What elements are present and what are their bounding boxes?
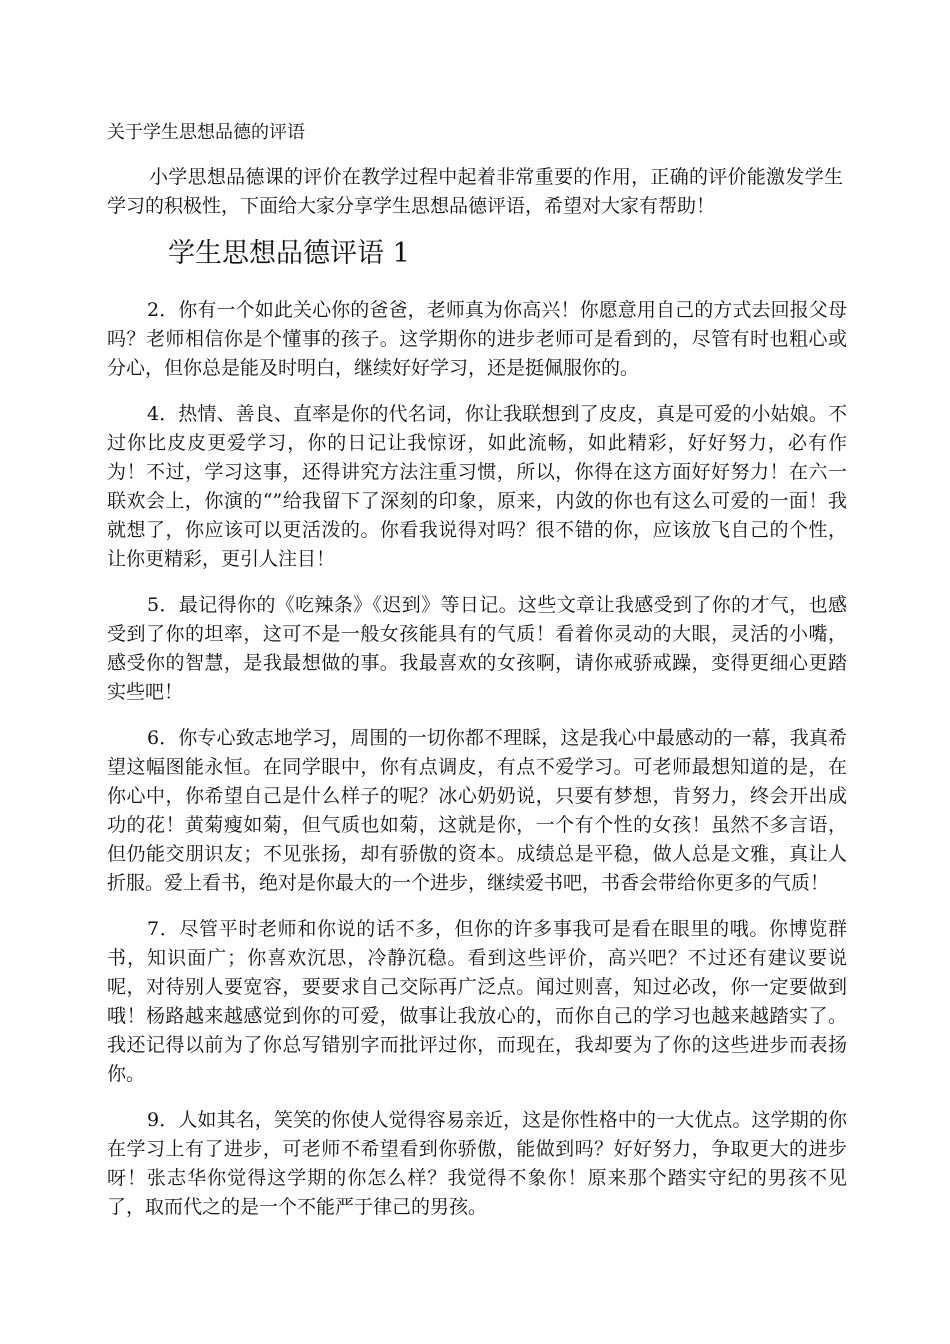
- comment-paragraph-2: 2．你有一个如此关心你的爸爸，老师真为你高兴！你愿意用自己的方式去回报父母吗？老师相信你是个懂事的孩子。这学期你的进步老师可是看到的，尽管有时也粗心或分心，但你总是能及时明白，继续好好学习，还是挺佩服你的。: [107, 299, 847, 379]
- comment-paragraph-5: 5．最记得你的《吃辣条》《迟到》等日记。这些文章让我感受到了你的才气，也感受到了你的坦率，这可不是一般女孩能具有的气质！看着你灵动的大眼，灵活的小嘴，感受你的智慧，是我最想做的事。我最喜欢的女孩啊，请你戒骄戒躁，变得更细心更踏实些吧！: [107, 594, 847, 703]
- document-title: 关于学生思想品德的评语: [107, 122, 305, 143]
- comment-paragraph-9: 9．人如其名，笑笑的你使人觉得容易亲近，这是你性格中的一大优点。这学期的你在学习上有了进步，可老师不希望看到你骄傲，能做到吗？好好努力，争取更大的进步呀！张志华你觉得这学期的你怎么样？我觉得不象你！原来那个踏实守纪的男孩不见了，取而代之的是一个不能严于律己的男孩。: [107, 1109, 847, 1218]
- comment-list: [107, 296, 847, 1239]
- intro-paragraph: 小学思想品德课的评价在教学过程中起着非常重要的作用，正确的评价能激发学生学习的积极性，下面给大家分享学生思想品德评语，希望对大家有帮助！: [107, 166, 843, 217]
- comment-paragraph-6: 6．你专心致志地学习，周围的一切你都不理睬，这是我心中最感动的一幕，我真希望这幅图能永恒。在同学眼中，你有点调皮，有点不爱学习。可老师最想知道的是，在你心中，你希望自己是什么样子的呢？冰心奶奶说，只要有梦想，肯努力，终会开出成功的花！黄菊瘦如菊，但气质也如菊，这就是你，一个有个性的女孩！虽然不多言语，但仍能交朋识友；不见张扬，却有骄傲的资本。成绩总是平稳，做人总是文雅，真让人折服。爱上看书，绝对是你最大的一个进步，继续爱书吧，书香会带给你更多的气质！: [107, 727, 847, 894]
- comment-paragraph-7: 7．尽管平时老师和你说的话不多，但你的许多事我可是看在眼里的哦。你博览群书，知识面广；你喜欢沉思，冷静沉稳。看到这些评价，高兴吧？不过还有建议要说呢，对待别人要宽容，要要求自己交际再广泛点。闻过则喜，知过必改，你一定要做到哦！杨路越来越感觉到你的可爱，做事让我放心的，而你自己的学习也越来越踏实了。我还记得以前为了你总写错别字而批评过你，而现在，我却要为了你的这些进步而表扬你。: [107, 918, 847, 1085]
- section-heading: 学生思想品德评语 1: [168, 238, 410, 269]
- comment-paragraph-4: 4．热情、善良、直率是你的代名词，你让我联想到了皮皮，真是可爱的小姑娘。不过你比皮皮更爱学习，你的日记让我惊讶，如此流畅，如此精彩，好好努力，必有作为！不过，学习这事，还得讲究方法注重习惯，所以，你得在这方面好好努力！在六一联欢会上，你演的“”给我留下了深刻的印象，原来，内敛的你也有这么可爱的一面！我就想了，你应该可以更活泼的。你看我说得对吗？很不错的你，应该放飞自己的个性，让你更精彩，更引人注目！: [107, 403, 847, 570]
